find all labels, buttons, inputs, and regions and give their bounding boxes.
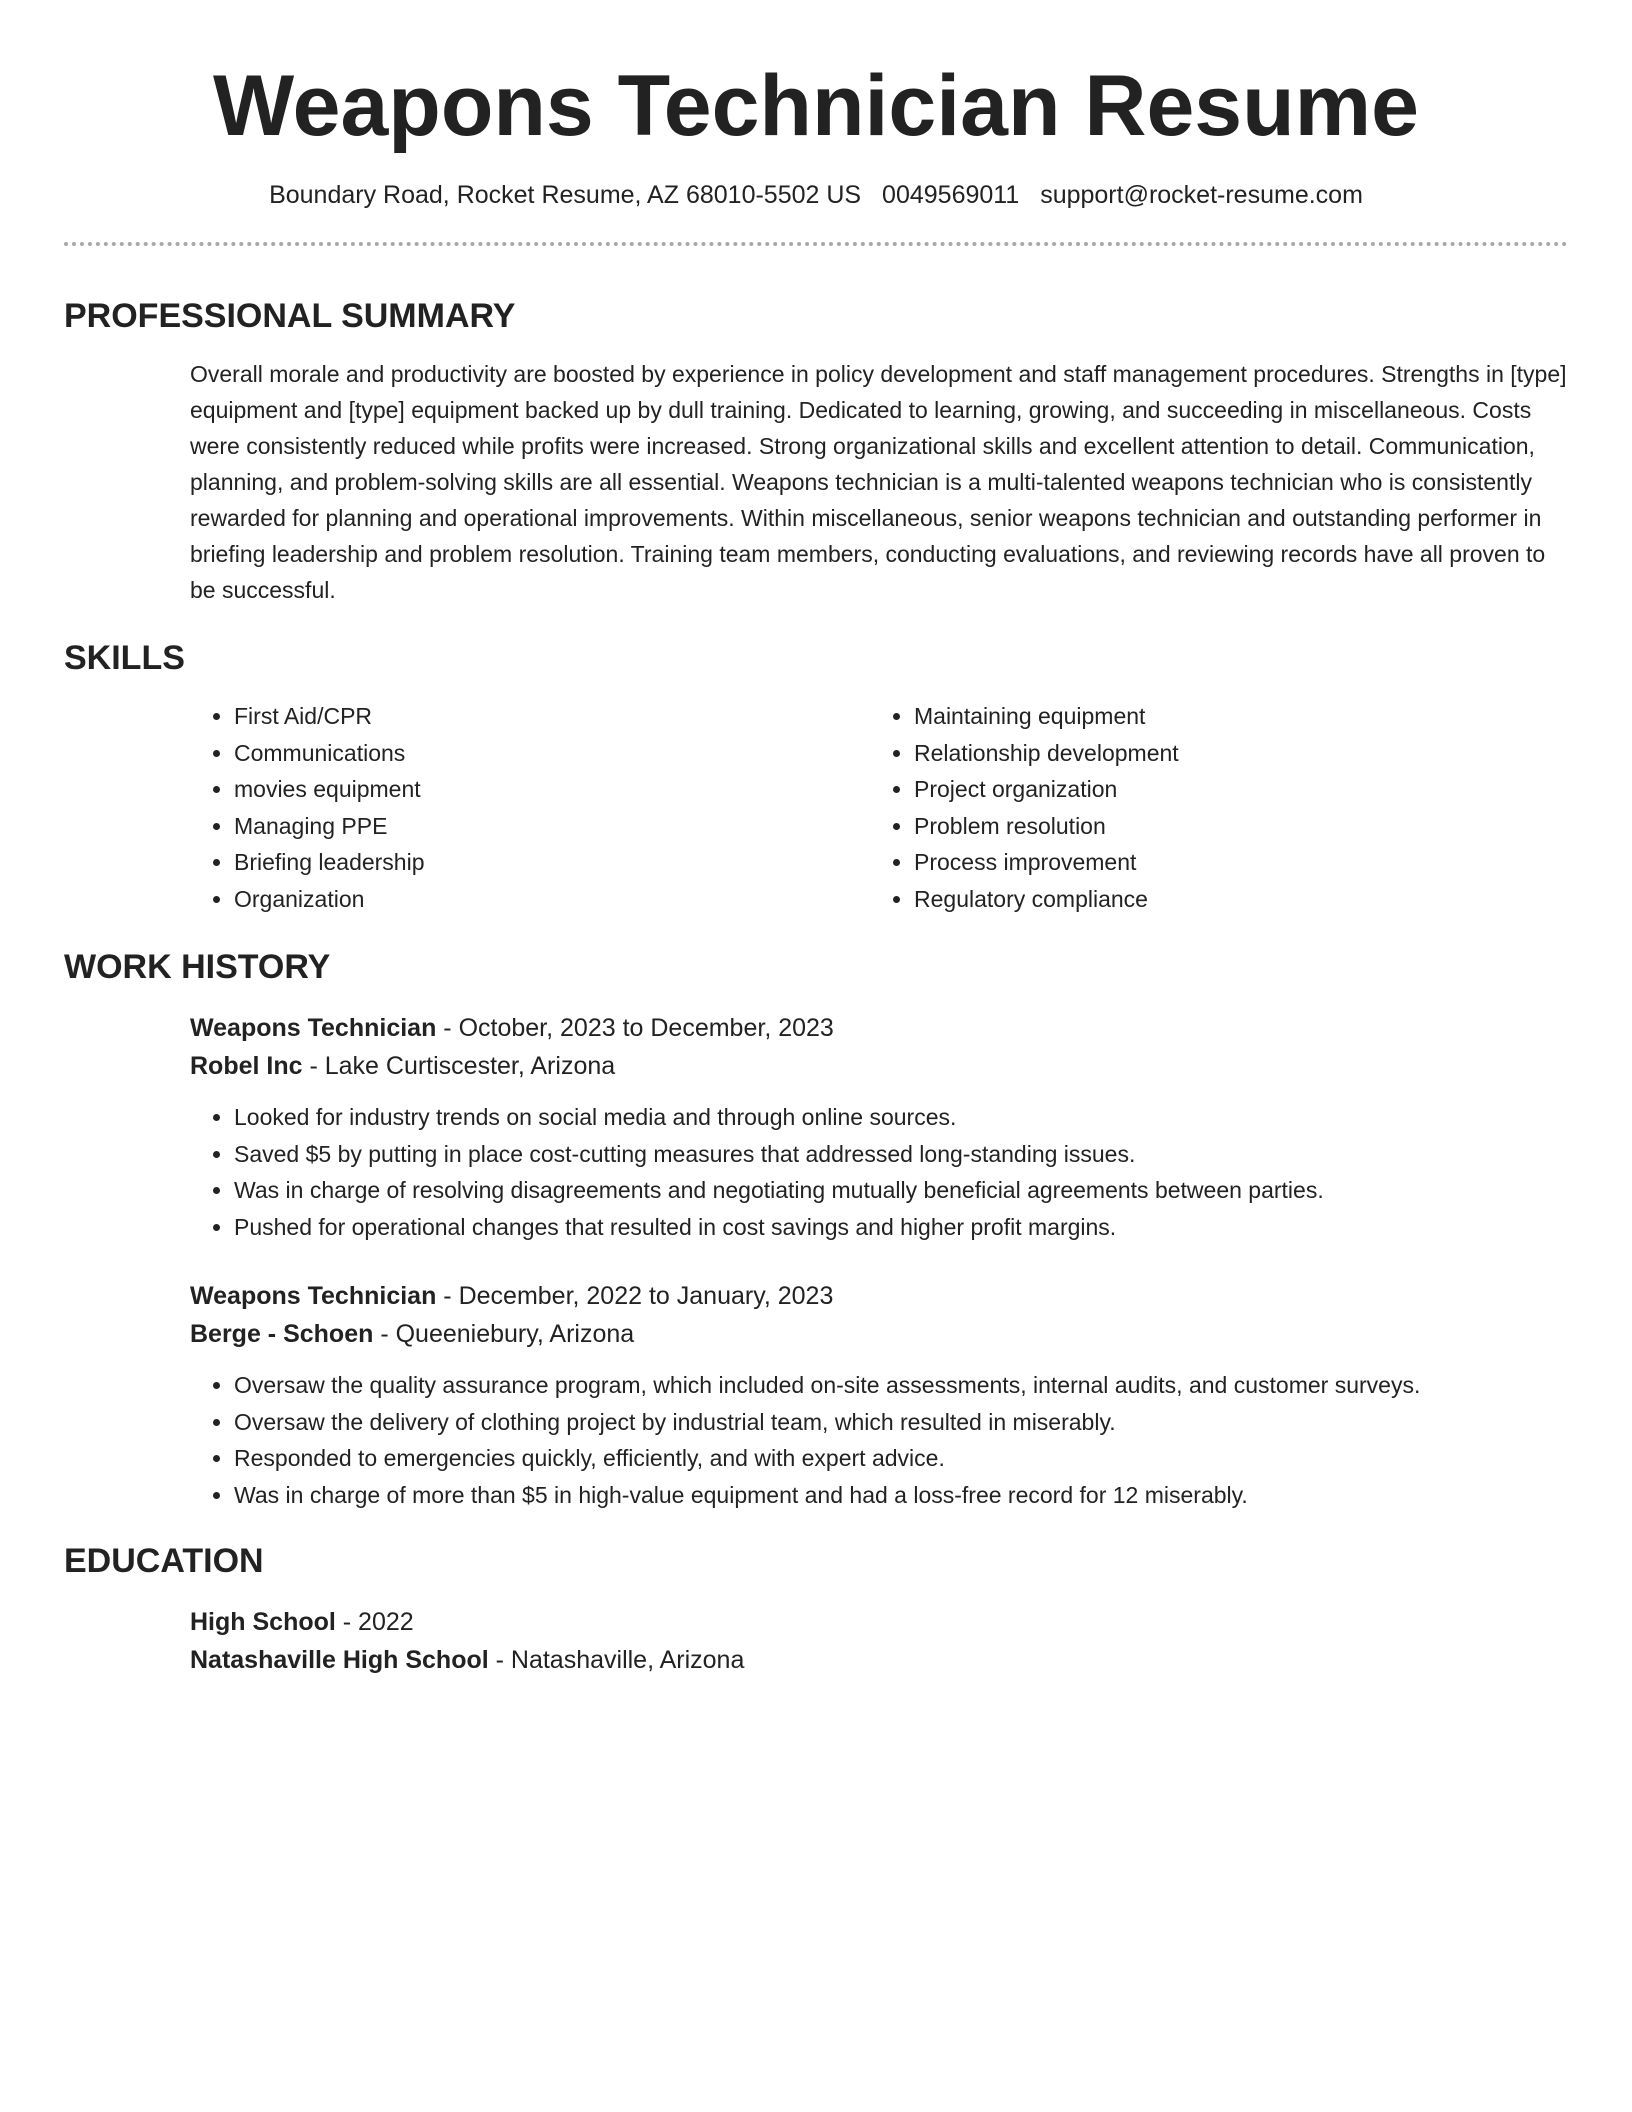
summary-heading: PROFESSIONAL SUMMARY — [64, 297, 516, 335]
work-history-heading: WORK HISTORY — [64, 948, 331, 986]
skills-column-left — [190, 698, 870, 917]
skill-item: • Process improvement — [914, 844, 1568, 881]
skill-item: • movies equipment — [234, 771, 870, 808]
skill-item: • Managing PPE — [234, 808, 870, 845]
contact-phone: 0049569011 — [882, 181, 1020, 209]
job-title: Weapons Technician — [190, 1014, 437, 1042]
skills-heading: SKILLS — [64, 639, 185, 677]
education-entry — [190, 1603, 1568, 1679]
job-bullet: • Oversaw the quality assurance program, which included on-site assessments, internal audits, and customer surveys. — [234, 1367, 1568, 1404]
skill-item: • Organization — [234, 881, 870, 918]
job-company-line — [190, 1315, 1568, 1353]
job-entry — [190, 1277, 1568, 1513]
skills-column-right — [870, 698, 1568, 917]
summary-text: Overall morale and productivity are boosted by experience in policy development and staff management procedures. Strengths in [type] equipment and [type] equipment backed up by dull training. Dedicated to learning, growing, and succeeding in miscellaneous. Costs were consistently reduced while profits were increased. Strong organizational skills and excellent attention to detail. Communication, planning, and problem-solving skills are all essential. Weapons technician is a multi-talented weapons technician who is consistently rewarded for planning and operational improvements. Within miscellaneous, senior weapons technician and outstanding performer in briefing leadership and problem resolution. Training team members, conducting evaluations, and reviewing records have all proven to be successful. — [190, 361, 1567, 603]
skill-item: • Regulatory compliance — [914, 881, 1568, 918]
job-bullet: • Responded to emergencies quickly, efficiently, and with expert advice. — [234, 1440, 1568, 1477]
skill-item: • Problem resolution — [914, 808, 1568, 845]
contact-line — [64, 178, 1568, 212]
contact-email: support@rocket-resume.com — [1040, 181, 1363, 209]
skill-item: • Maintaining equipment — [914, 698, 1568, 735]
education-school: Natashaville High School — [190, 1646, 489, 1674]
job-company-line — [190, 1047, 1568, 1085]
education-heading: EDUCATION — [64, 1542, 264, 1580]
job-bullet: • Pushed for operational changes that resulted in cost savings and higher profit margins. — [234, 1209, 1568, 1246]
education-year: - 2022 — [335, 1608, 414, 1636]
job-bullets — [190, 1367, 1568, 1513]
job-bullet: • Was in charge of resolving disagreements and negotiating mutually beneficial agreements between parties. — [234, 1172, 1568, 1209]
skill-item: • Relationship development — [914, 735, 1568, 772]
job-company: Robel Inc — [190, 1052, 303, 1080]
skill-item: • Communications — [234, 735, 870, 772]
job-title-line — [190, 1009, 1568, 1047]
job-entry — [190, 1009, 1568, 1245]
education-school-line — [190, 1641, 1568, 1679]
skills-list — [190, 698, 1568, 917]
job-bullets — [190, 1099, 1568, 1245]
job-location: - Lake Curtiscester, Arizona — [302, 1052, 616, 1080]
job-bullet: • Oversaw the delivery of clothing project by industrial team, which resulted in miserably. — [234, 1404, 1568, 1441]
job-bullet: • Was in charge of more than $5 in high-value equipment and had a loss-free record for 12 miserably. — [234, 1477, 1568, 1514]
header-divider — [64, 242, 1568, 246]
skill-item: • Briefing leadership — [234, 844, 870, 881]
job-title-line — [190, 1277, 1568, 1315]
job-bullet: • Looked for industry trends on social media and through online sources. — [234, 1099, 1568, 1136]
job-bullet: • Saved $5 by putting in place cost-cutting measures that addressed long-standing issues. — [234, 1136, 1568, 1173]
contact-address: Boundary Road, Rocket Resume, AZ 68010-5502 US — [269, 181, 862, 209]
education-degree-line — [190, 1603, 1568, 1641]
job-title: Weapons Technician — [190, 1282, 437, 1310]
job-dates: - December, 2022 to January, 2023 — [436, 1282, 834, 1310]
resume-title: Weapons Technician Resume — [213, 58, 1419, 154]
skill-item: • Project organization — [914, 771, 1568, 808]
job-dates: - October, 2023 to December, 2023 — [436, 1014, 834, 1042]
education-location: - Natashaville, Arizona — [488, 1646, 745, 1674]
education-degree: High School — [190, 1608, 336, 1636]
skill-item: • First Aid/CPR — [234, 698, 870, 735]
job-company: Berge - Schoen — [190, 1320, 374, 1348]
job-location: - Queeniebury, Arizona — [373, 1320, 635, 1348]
